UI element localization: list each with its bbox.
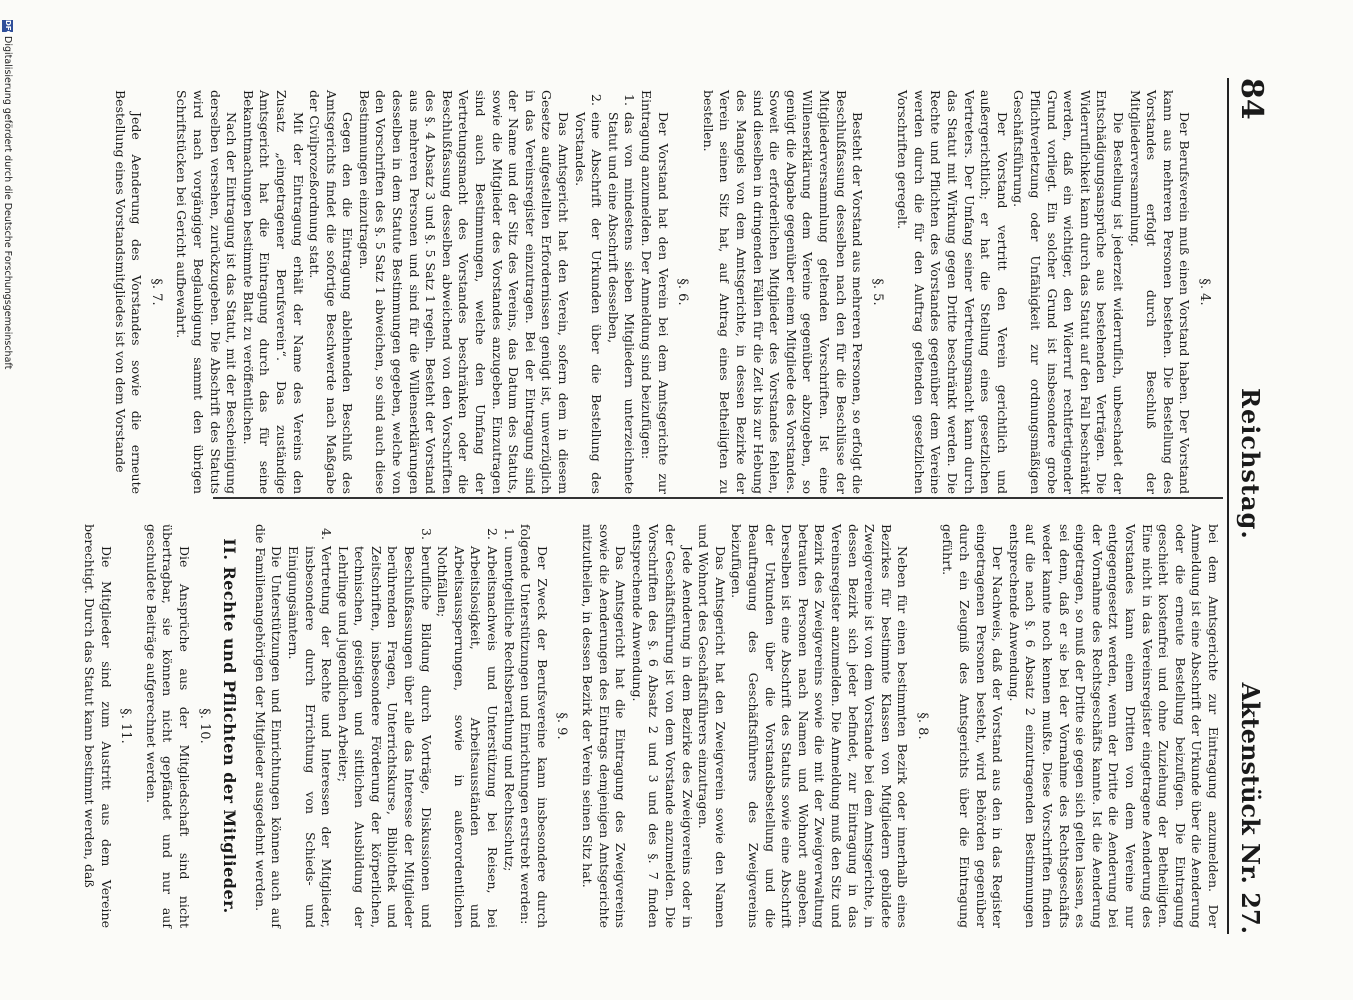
page-header (1227, 78, 1273, 934)
funding-note: Digitalisierung gefördert durch die Deutsche Forschungsgemeinschaft (2, 36, 13, 370)
paragraph: Der Vorstand hat den Verein bei dem Amtsgerichte zur Eintragung anzumelden. Der Anmeldung sind beizufügen: (639, 90, 671, 494)
paragraph: Die Unterstützungen und Einrichtungen können auch auf die Familienangehörigen der Mitglieder ausgedehnt werden. (252, 524, 285, 928)
list-item-number: 1. (501, 528, 517, 540)
list-item-text: berufliche Bildung durch Vorträge, Diskussionen und Beschlußfassungen über alle das Interesse der Mitglieder berührenden Fragen, Unterrichtskurse, Bibliothek und Zeitschriften, insbesondere Förderung der körperlichen, technischen, geistigen und sittlichen Ausbildung der Lehrlinge und jugendlichen Arbeiter; (335, 546, 434, 928)
section-number: §. 6. (675, 278, 691, 306)
paragraph: Das Amtsgericht hat den Verein, sofern dem in diesem Gesetze aufgestellten Erfordernissen genügt ist, unverzüglich in das Vereinsregister einzutragen. Bei der Eintragung sind der Name und der Sitz des Vereins, das Datum des Statuts, sowie die Mitglieder des Vorstandes anzugeben. Einzutragen sind auch Bestimmungen, welche den Umfang der Vertretungsmacht des Vorstandes beschränken oder die Beschlußfassung desselben abweichend von den Vorschriften des §. 4 Absatz 3 und §. 5 Satz 1 regeln. Besteht der Vorstand aus mehreren Personen und sind für die Willenserklärungen desselben in dem Statute Bestimmungen gegeben, welche von den Vorschriften des §. 5 Satz 1 abweichen, so sind auch diese Bestimmungen einzutragen. (356, 90, 572, 494)
section-number: §. 4. (1197, 278, 1212, 306)
page-number: 84 (1234, 78, 1269, 120)
paragraph: Neben für einen bestimmten Bezirk oder innerhalb eines Bezirkes für bestimmte Klassen von Mitgliedern gebildete Zweigvereine ist von dem Vorstande bei dem Amtsgerichte, in dessen Bezirk sich jeder befindet, zur Eintragung in das Vereinsregister anzumelden. Die Anmeldung muß den Sitz und Bezirk des Zweigvereins sowie die mit der Zweigverwaltung betrauten Personen nach Namen und Wohnort angeben. Derselben ist eine Abschrift des Statuts sowie eine Abschrift der Urkunden über die Vorstandsbestellung und die Beauftragung des Geschäftsführers des Zweigvereins beizufügen. (729, 524, 911, 928)
section-number: §. 9. (554, 712, 570, 740)
list-item-number: 2. (485, 528, 501, 540)
list-item-text: unentgeltliche Rechtsberathung und Rechtsschutz; (501, 546, 517, 872)
paragraph: Das Amtsgericht hat den Zweigverein sowie den Namen und Wohnort des Geschäftsführers einzutragen. (696, 524, 728, 928)
list-item-text: das von mindestens sieben Mitgliedern unterzeichnete Statut und eine Abschrift desselben, (605, 112, 638, 494)
list-item (500, 524, 517, 928)
list-item (604, 90, 637, 494)
section-number: §. 8. (914, 712, 930, 740)
list-item-text: Vertretung der Rechte und Interessen der Mitglieder, insbesondere durch Errichtung von Schieds- und Einigungsämtern. (285, 546, 335, 928)
list-item (334, 524, 434, 928)
paragraph: Der Vorstand vertritt den Verein gerichtlich und außergerichtlich; er hat die Stellung eines gesetzlichen Vertreters. Der Umfang seiner Vertretungsmacht kann durch das Statut mit Wirkung gegen Dritte beschränkt werden. Die Rechte und Pflichten des Vorstandes gegenüber dem Vereine werden durch die für den Auftrag geltenden gesetzlichen Vorschriften geregelt. (895, 90, 1010, 494)
paragraph: bei dem Amtsgerichte zur Eintragung anzumelden. Der Anmeldung ist eine Abschrift der Urkunde über die Aenderung oder die erneute Bestellung beizufügen. Die Eintragung geschieht kostenfrei und ohne Zuziehung der Betheiligten. Eine nicht in das Vereinsregister eingetragene Aenderung des Vorstandes kann einem Dritten von dem Vereine nur entgegengesetzt werden, wenn der Dritte die Aenderung bei der Vornahme des Rechtsgeschäfts kannte. Ist die Aenderung eingetragen, so muß der Dritte sie gegen sich gelten lassen, es sei denn, daß er sie bei der Vornahme des Rechtsgeschäfts weder kannte noch kennen mußte. Diese Vorschriften finden auf die nach §. 6 Absatz 2 einzutragenden Bestimmungen entsprechende Anwendung. (1006, 524, 1221, 928)
list-item-text: eine Abschrift der Urkunden über die Bestellung des Vorstandes. (572, 112, 605, 494)
paragraph: Der Zweck der Berufsvereine kann insbesondere durch folgende Unterstützungen und Einrichtungen erstrebt werden: (518, 524, 550, 928)
right-column (80, 524, 1221, 928)
list-item (434, 524, 500, 928)
left-column (111, 90, 1221, 494)
paragraph: Besteht der Vorstand aus mehreren Personen, so erfolgt die Beschlußfassung desselben nach den für die Beschlüsse der Mitgliederversammlung geltenden Vorschriften. Ist eine Willenserklärung dem Vereine gegenüber abzugeben, so genügt die Abgabe gegenüber einem Mitgliede des Vorstandes. Soweit die erforderlichen Mitglieder des Vorstandes fehlen, sind dieselben in dringenden Fällen für die Zeit bis zur Hebung des Mangels von dem Amtsgerichte, in dessen Bezirke der Verein seinen Sitz hat, auf Antrag eines Betheiligten zu bestellen. (700, 90, 866, 494)
dfg-logo: DFG (4, 20, 12, 37)
paragraph: Jede Aenderung des Vorstandes sowie die erneute Bestellung eines Vorstandsmitgliedes ist von dem Vorstande (112, 90, 145, 494)
list-item (571, 90, 604, 494)
list-item (284, 524, 334, 928)
list-item-text: Arbeitsnachweis und Unterstützung bei Reisen, bei Arbeitslosigkeit, Arbeitsausständen und Arbeitsaussperrungen, sowie in außerordentlichen Nothfällen; (435, 546, 501, 928)
paragraph: Nach der Eintragung ist das Statut, mit der Bescheinigung derselben versehen, zurückzugeben. Die Abschrift des Statuts wird nach vorgängiger Beglaubigung sammt den übrigen Schriftstücken bei Gericht aufbewahrt. (174, 90, 240, 494)
paragraph: Das Amtsgericht hat die Eintragung des Zweigvereins sowie die Aenderungen des Eintrags demjenigen Amtsgerichte mitzutheilen, in dessen Bezirk der Verein seinen Sitz hat. (580, 524, 629, 928)
section-number: §. 5. (869, 278, 885, 306)
footer (1, 20, 13, 980)
paragraph: Die Bestellung ist jederzeit widerruflich, unbeschadet der Entschädigungsansprüche aus bestehenden Verträgen. Die Widerruflichkeit kann durch das Statut auf den Fall beschränkt werden, daß ein wichtiger, den Widerruf rechtfertigender Grund vorliegt. Ein solcher Grund ist insbesondere grobe Pflichtverletzung oder Unfähigkeit zur ordnungsmäßigen Geschäftsführung. (1011, 90, 1127, 494)
list-item-number: 2. (589, 94, 605, 106)
paragraph: Der Berufsverein muß einen Vorstand haben. Der Vorstand kann aus mehreren Personen bestehen. Die Bestellung des Vorstandes erfolgt durch Beschluß der Mitgliederversammlung. (1127, 90, 1193, 494)
running-title: Reichstag. (1236, 388, 1265, 540)
document-number: Aktenstück Nr. 27. (1236, 682, 1265, 934)
chapter-heading: II. Rechte und Pflichten der Mitglieder. (220, 538, 240, 914)
paragraph: Mit der Eintragung erhält der Name des Vereins den Zusatz „eingetragener Berufsverein“. Das zuständige Amtsgericht hat die Eintragung durch das für seine Bekanntmachungen bestimmte Blatt zu veröffentlichen. (240, 90, 306, 494)
list-item-number: 4. (319, 528, 335, 540)
section-number: §. 7. (148, 278, 164, 306)
paragraph: Die Ansprüche aus der Mitgliedschaft sind nicht übertragbar, sie können nicht gepfändet und nur auf geschuldete Beiträge aufgerechnet werden. (143, 524, 192, 928)
section-number: §. 11. (118, 708, 134, 744)
list-item-number: 3. (418, 528, 434, 540)
paragraph: Der Nachweis, daß der Vorstand aus den in das Register eingetragenen Personen besteht, wird Behörden gegenüber durch ein Zeugniß des Amtsgerichts über die Eintragung geführt. (940, 524, 1006, 928)
list-item-number: 1. (622, 94, 638, 106)
paragraph: Die Mitglieder sind zum Austritt aus dem Vereine berechtigt. Durch das Statut kann bestimmt werden, daß (82, 524, 114, 928)
section-number: §. 10. (196, 708, 212, 744)
column-divider (213, 497, 1223, 499)
paragraph: Gegen den die Eintragung ablehnenden Beschluß des Amtsgerichts findet die sofortige Beschwerde nach Maßgabe der Civilprozeßordnung statt. (307, 90, 356, 494)
paragraph: Jede Aenderung in dem Bezirke des Zweigvereins oder in der Geschäftsführung ist von dem Vorstande anzumelden. Die Vorschriften des §. 6 Absatz 2 und 3 und des §. 7 finden entsprechende Anwendung. (629, 524, 695, 928)
